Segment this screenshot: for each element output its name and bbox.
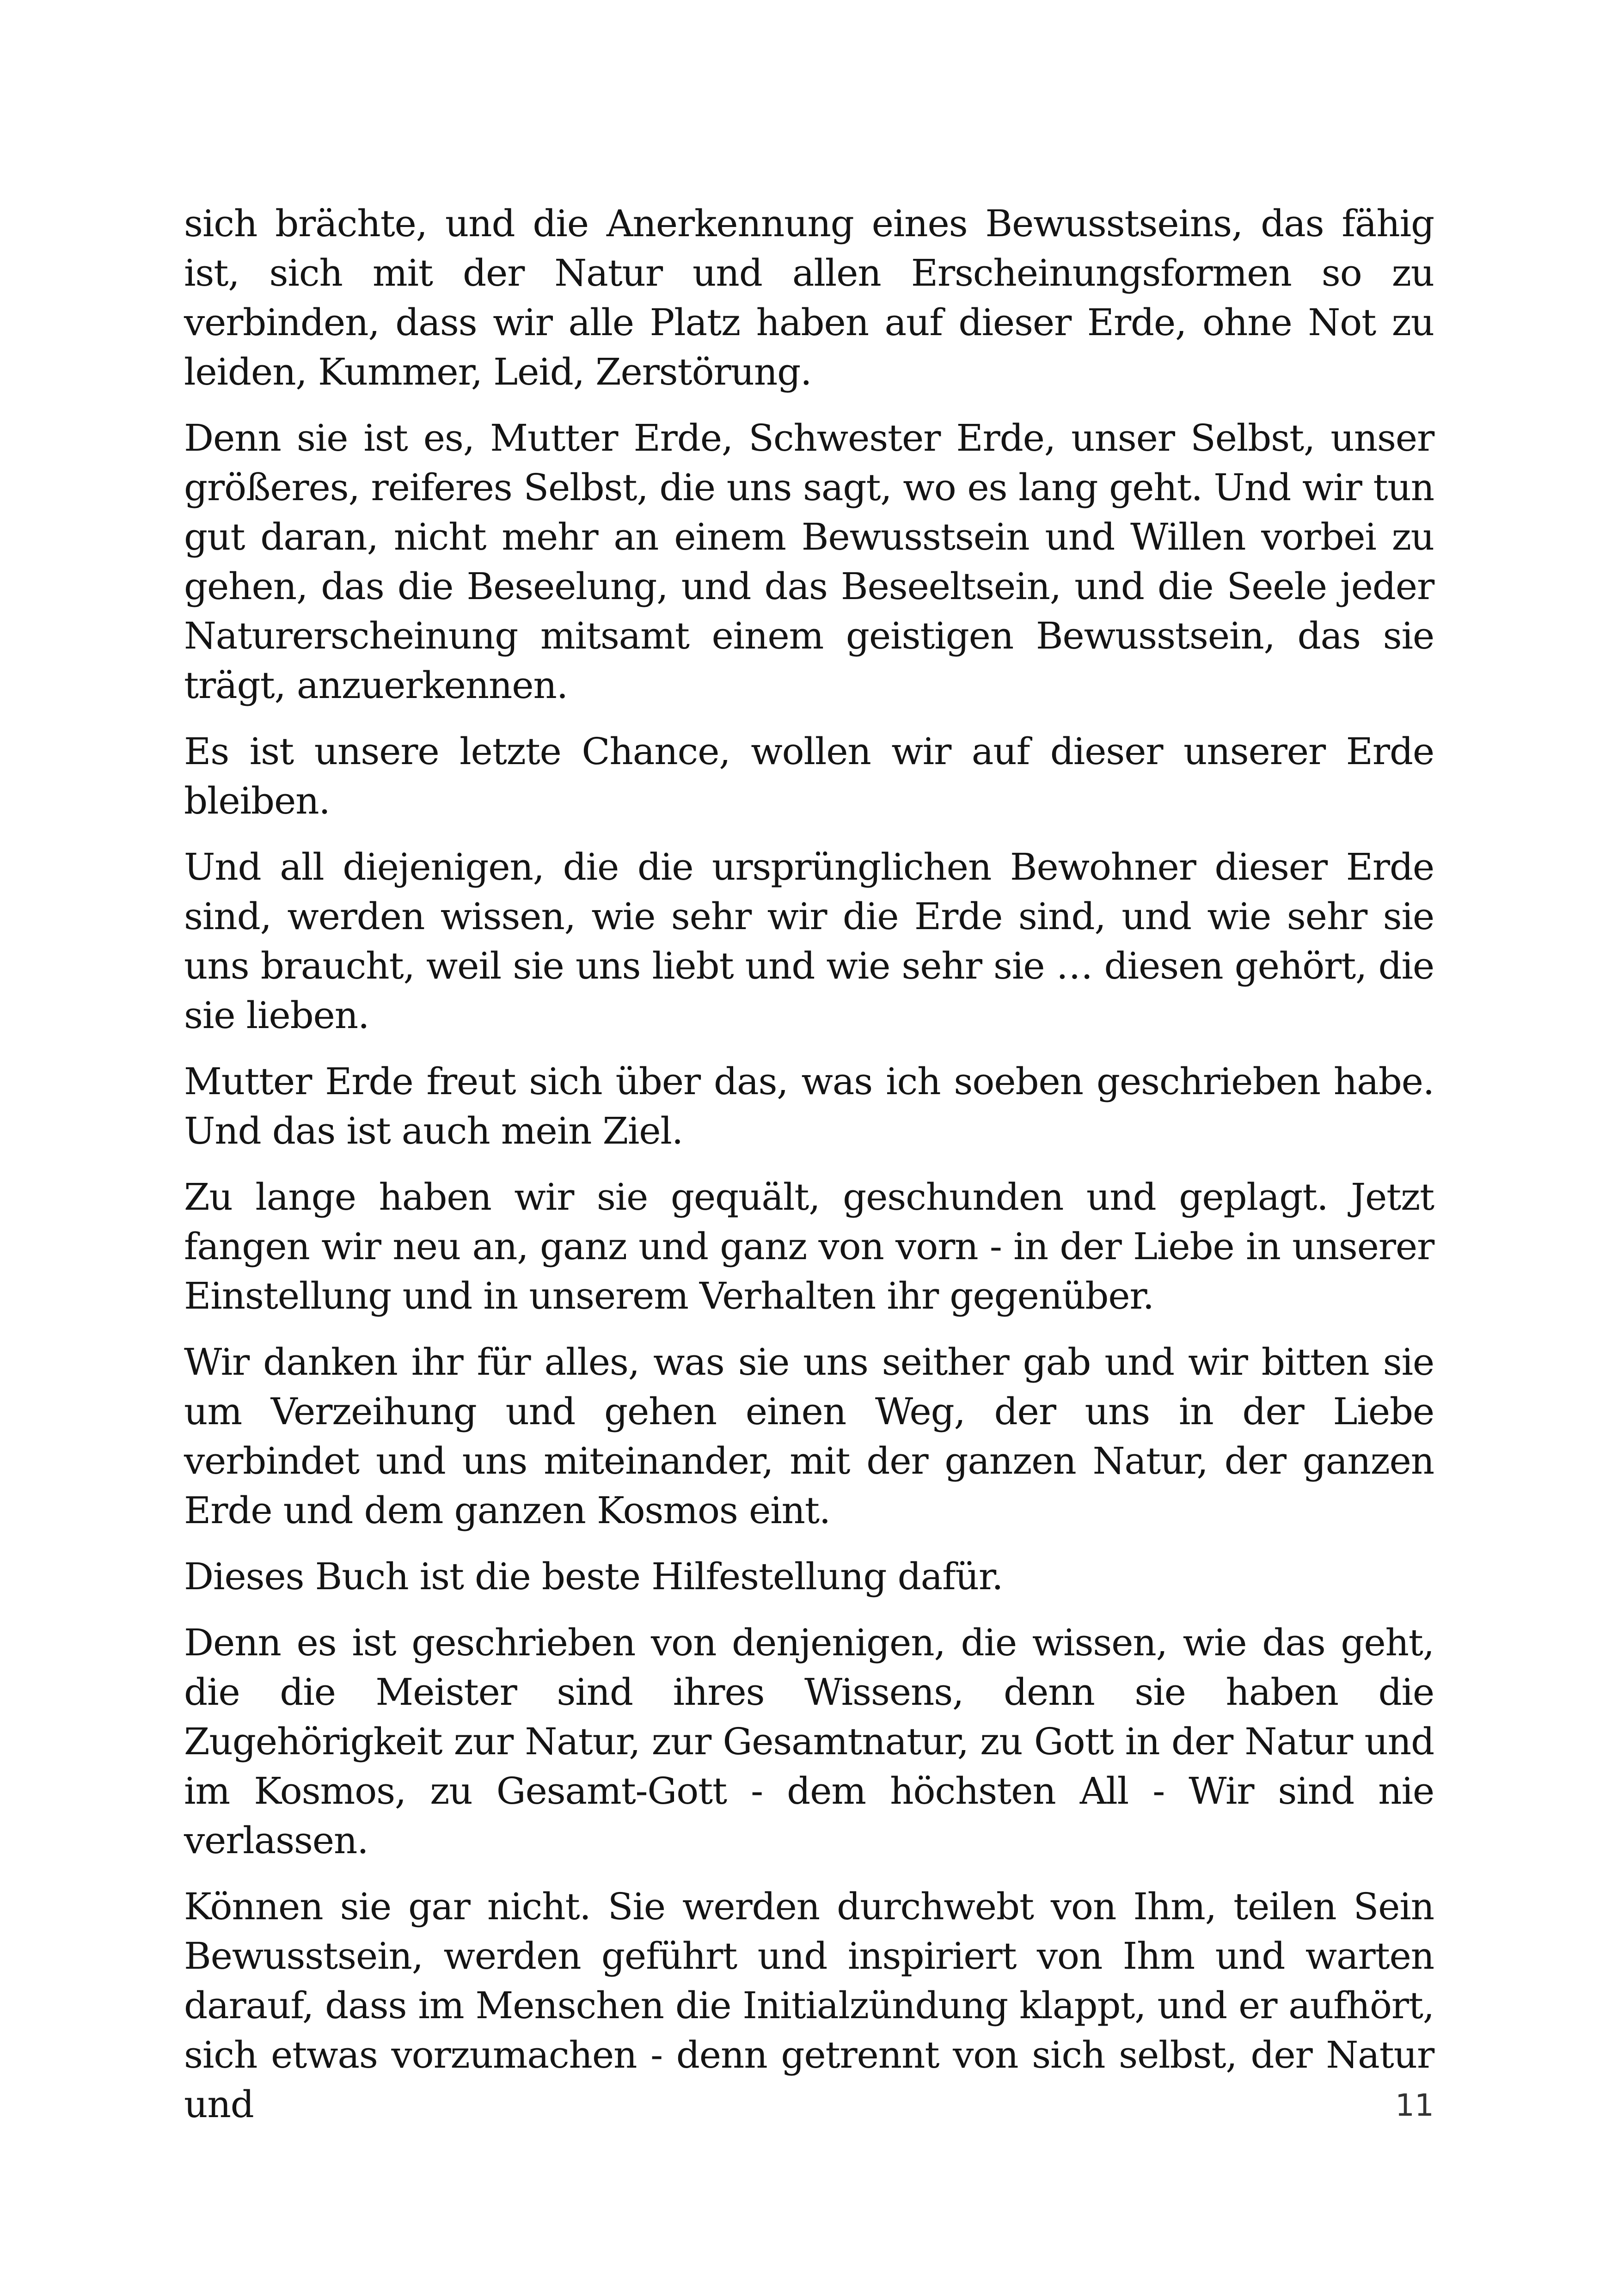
paragraph-1: sich brächte, und die Anerkennung eines Bewusstseins, das fähig ist, sich mit der Natur und allen Erscheinungsformen so zu verbinden, dass wir alle Platz haben auf dieser Erde, ohne Not zu leiden, Kummer, Leid, Zerstörung. [184, 202, 1434, 393]
paragraph-5: Mutter Erde freut sich über das, was ich soeben geschrieben habe. Und das ist auch mein Ziel. [184, 1060, 1434, 1152]
paragraph-7: Wir danken ihr für alles, was sie uns seither gab und wir bitten sie um Verzeihung und gehen einen Weg, der uns in der Liebe verbindet und uns miteinander, mit der ganzen Natur, der ganzen Erde und dem ganzen Kosmos eint. [184, 1341, 1434, 1532]
paragraph-4: Und all diejenigen, die die ursprünglichen Bewohner dieser Erde sind, werden wissen, wie sehr wir die Erde sind, und wie sehr sie uns braucht, weil sie uns liebt und wie sehr sie … diesen gehört, die sie lieben. [184, 845, 1434, 1037]
paragraph-3: Es ist unsere letzte Chance, wollen wir auf dieser unserer Erde bleiben. [184, 730, 1434, 822]
paragraph-2: Denn sie ist es, Mutter Erde, Schwester Erde, unser Selbst, unser größeres, reiferes Selbst, die uns sagt, wo es lang geht. Und wir tun gut daran, nicht mehr an einem Bewusstsein und Willen vorbei zu gehen, das die Beseelung, und das Beseeltsein, und die Seele jeder Naturerscheinung mitsamt einem geistigen Bewusstsein, das sie trägt, anzuerkennen. [184, 416, 1434, 707]
paragraph-9: Denn es ist geschrieben von denjenigen, die wissen, wie das geht, die die Meister sind ihres Wissens, denn sie haben die Zugehörigkeit zur Natur, zur Gesamtnatur, zu Gott in der Natur und im Kosmos, zu Gesamt-Gott - dem höchsten All - Wir sind nie verlassen. [184, 1621, 1434, 1862]
paragraph-6: Zu lange haben wir sie gequält, geschunden und geplagt. Jetzt fangen wir neu an, ganz und ganz von vorn - in der Liebe in unserer Einstellung und in unserem Verhalten ihr gegenüber. [184, 1176, 1434, 1317]
paragraph-8: Dieses Buch ist die beste Hilfestellung dafür. [184, 1555, 1003, 1598]
paragraph-10: Können sie gar nicht. Sie werden durchwebt von Ihm, teilen Sein Bewusstsein, werden geführt und inspiriert von Ihm und warten darauf, dass im Menschen die Initialzündung klappt, und er aufhört, sich etwas vorzumachen - denn getrennt von sich selbst, der Natur und [184, 1885, 1434, 2126]
body-text [184, 199, 1434, 2146]
page-number: 11 [1395, 2088, 1434, 2123]
